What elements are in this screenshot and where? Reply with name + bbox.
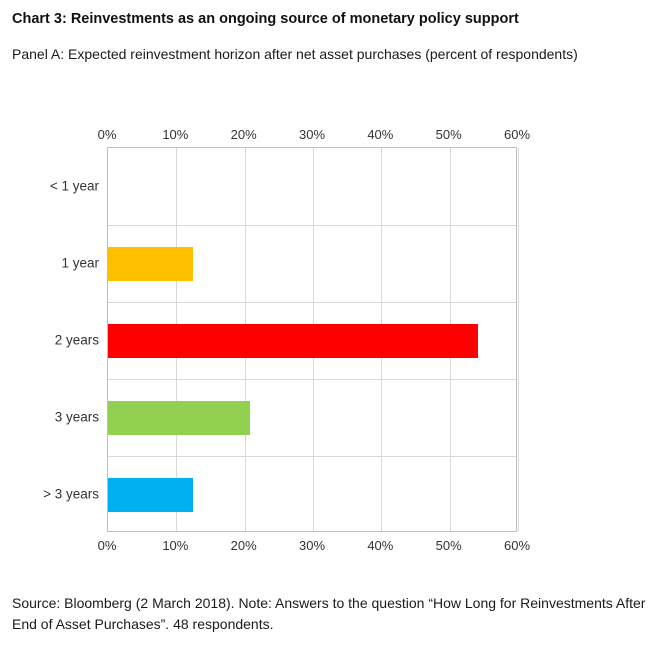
gridline-horizontal — [108, 302, 516, 303]
bar — [108, 247, 193, 281]
bar — [108, 478, 193, 512]
y-category-label: 1 year — [61, 255, 99, 270]
y-category-label: < 1 year — [49, 178, 99, 193]
gridline-horizontal — [108, 379, 516, 380]
y-category-label: 3 years — [54, 409, 99, 424]
x-tick-label-bottom: 50% — [435, 538, 462, 553]
x-tick-label-bottom: 30% — [298, 538, 326, 553]
x-tick-label-bottom: 0% — [97, 538, 117, 553]
y-category-label: > 3 years — [43, 486, 99, 501]
bar — [108, 324, 478, 358]
chart-figure — [12, 122, 622, 567]
plot-area — [107, 147, 517, 532]
x-tick-label-top: 0% — [97, 127, 117, 142]
chart-page — [0, 10, 662, 650]
page-title: Chart 3: Reinvestments as an ongoing source of monetary policy support — [12, 11, 519, 27]
x-tick-label-bottom: 10% — [162, 538, 189, 553]
gridline-horizontal — [108, 225, 516, 226]
chart-plot-container — [12, 122, 622, 567]
gridline-vertical — [518, 148, 519, 531]
source-note: Source: Bloomberg (2 March 2018). Note: Answers to the question “How Long for Reinvestments After End of Asset Purchases”. 48 respondents. — [12, 595, 646, 632]
x-tick-label-top: 50% — [435, 127, 462, 142]
x-tick-label-top: 60% — [503, 127, 531, 142]
x-tick-label-top: 40% — [367, 127, 394, 142]
x-tick-label-bottom: 40% — [367, 538, 394, 553]
x-tick-label-top: 30% — [298, 127, 326, 142]
x-tick-label-bottom: 20% — [230, 538, 257, 553]
x-tick-label-top: 10% — [162, 127, 189, 142]
bar — [108, 401, 250, 435]
x-axis-bottom — [97, 536, 531, 558]
x-axis-top — [97, 122, 531, 144]
x-tick-label-bottom: 60% — [503, 538, 531, 553]
panel-caption: Panel A: Expected reinvestment horizon after net asset purchases (percent of respondents) — [12, 46, 578, 63]
x-tick-label-top: 20% — [230, 127, 257, 142]
y-category-label: 2 years — [54, 332, 99, 347]
gridline-horizontal — [108, 456, 516, 457]
